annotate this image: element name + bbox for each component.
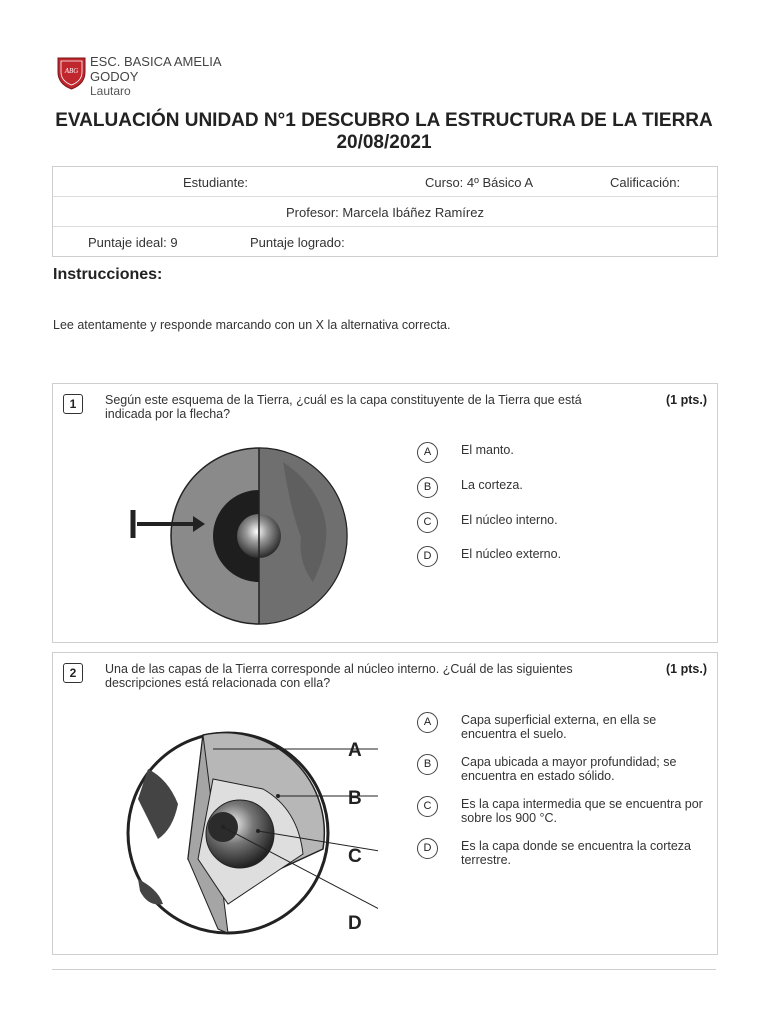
question-number: 1	[63, 394, 83, 414]
question-text: Una de las capas de la Tierra corresponde al núcleo interno. ¿Cuál de las siguientes descripciones está relacionada con ella?	[105, 662, 573, 690]
instructions-heading: Instrucciones:	[53, 266, 163, 283]
diagram-label-b: B	[348, 788, 362, 809]
ideal-score: Puntaje ideal: 9	[88, 235, 178, 250]
grade-label: Calificación:	[610, 175, 681, 190]
option-text: El manto.	[461, 443, 514, 457]
earth-layers-diagram-2	[108, 729, 378, 941]
page-title	[0, 110, 768, 154]
info-row-student	[53, 167, 717, 197]
option-letter: B	[417, 477, 438, 498]
info-row-teacher	[53, 197, 717, 227]
question-points: (1 pts.)	[666, 393, 707, 407]
question-number: 2	[63, 663, 83, 683]
student-label: Estudiante:	[183, 175, 249, 190]
option-text: El núcleo interno.	[461, 513, 558, 527]
option-text: Es la capa intermedia que se encuentra por sobre los 900 °C.	[461, 797, 703, 825]
option-letter: A	[417, 442, 438, 463]
option-letter: C	[417, 512, 438, 533]
question-text: Según este esquema de la Tierra, ¿cuál es la capa constituyente de la Tierra que está indicada por la flecha?	[105, 393, 582, 421]
diagram-label-d: D	[348, 913, 362, 934]
school-name-line1: ESC. BASICA AMELIA	[90, 54, 222, 69]
course-label: Curso: 4º Básico A	[425, 175, 534, 190]
question-points: (1 pts.)	[666, 662, 707, 676]
school-city: Lautaro	[90, 84, 131, 98]
option-text: El núcleo externo.	[461, 547, 562, 561]
diagram-label-a: A	[348, 740, 362, 761]
school-name	[90, 54, 250, 99]
svg-text:ABG: ABG	[64, 67, 79, 75]
teacher-label: Profesor: Marcela Ibáñez Ramírez	[286, 205, 484, 220]
question-1	[52, 383, 718, 643]
option-text: La corteza.	[461, 478, 523, 492]
school-logo	[55, 54, 88, 90]
instructions-text: Lee atentamente y responde marcando con un X la alternativa correcta.	[53, 318, 451, 332]
school-name-line2: GODOY	[90, 69, 139, 84]
option-letter: A	[417, 712, 438, 733]
option-letter: D	[417, 838, 438, 859]
achieved-score: Puntaje logrado:	[250, 235, 345, 250]
option-text: Capa ubicada a mayor profundidad; se encuentra en estado sólido.	[461, 755, 677, 783]
diagram-label-c: C	[348, 846, 362, 867]
option-text: Es la capa donde se encuentra la corteza terrestre.	[461, 839, 692, 867]
option-letter: C	[417, 796, 438, 817]
option-letter: B	[417, 754, 438, 775]
page-divider	[52, 969, 716, 970]
option-letter: D	[417, 546, 438, 567]
option-text: Capa superficial externa, en ella se encuentra el suelo.	[461, 713, 657, 741]
question-2	[52, 652, 718, 955]
title-date: 20/08/2021	[336, 132, 432, 153]
info-row-score	[53, 227, 717, 256]
info-table	[52, 166, 718, 257]
title-line1: EVALUACIÓN UNIDAD N°1 DESCUBRO LA ESTRUCTURA DE LA TIERRA	[55, 110, 713, 131]
earth-layers-diagram-1	[123, 442, 353, 630]
